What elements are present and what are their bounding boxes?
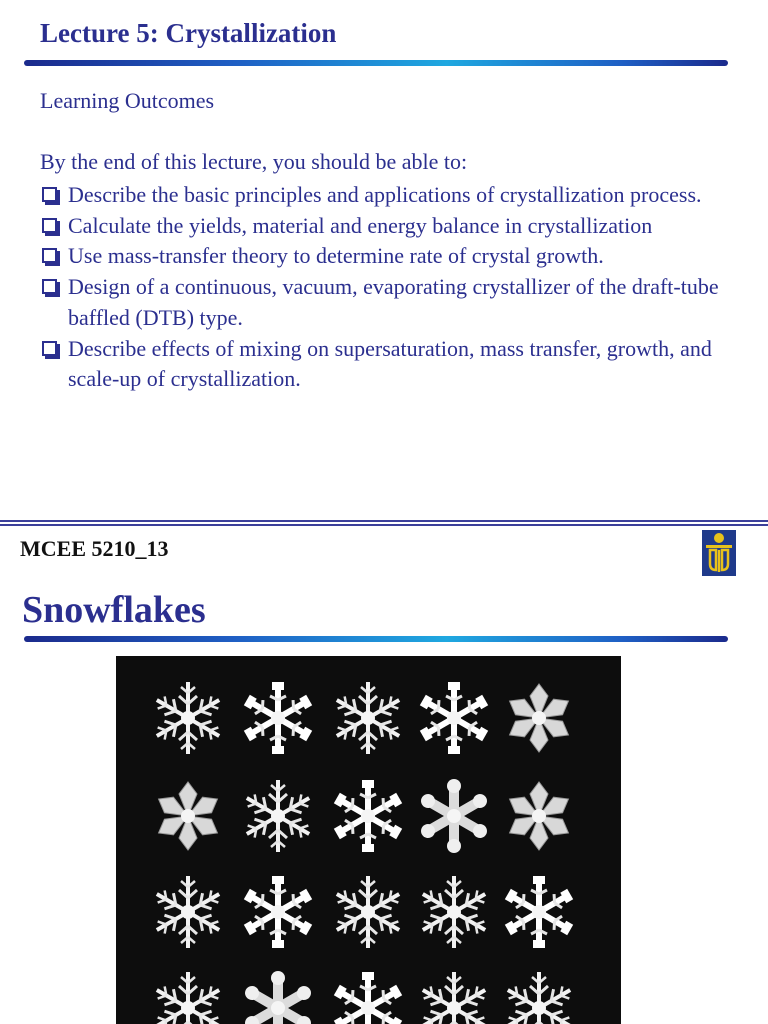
list-item (40, 241, 730, 272)
snowflake-crystal (243, 682, 313, 754)
list-item (40, 272, 730, 333)
lecture-title: Lecture 5: Crystallization (40, 18, 337, 48)
learning-outcomes-heading: Learning Outcomes (40, 88, 215, 113)
title-underline (24, 60, 728, 66)
snowflake-crystal (419, 682, 489, 754)
checkbox-bullet-icon (42, 187, 57, 202)
course-code: MCEE 5210_13 (20, 536, 169, 561)
snowflake-crystal (152, 972, 223, 1024)
snowflakes-photo (116, 656, 621, 1024)
university-logo-icon (702, 530, 736, 576)
snowflake-crystal (243, 876, 313, 948)
snowflake-crystal (154, 782, 222, 850)
snowflake-crystal (504, 876, 574, 948)
snowflake-crystal (418, 779, 489, 853)
list-item-text: Describe the basic principles and applications of crystallization process. (68, 182, 702, 207)
checkbox-bullet-icon (42, 218, 57, 233)
snowflake-crystal (242, 780, 313, 852)
snowflakes-image (116, 656, 621, 1024)
snowflake-crystal (333, 972, 403, 1024)
snowflakes-underline (24, 636, 728, 642)
snowflake-crystal (152, 682, 223, 754)
snowflake-crystal (332, 682, 403, 754)
checkbox-bullet-icon (42, 341, 57, 356)
snowflake-crystal (418, 972, 489, 1024)
outcomes-list (40, 180, 730, 395)
snowflake-crystal (418, 876, 489, 948)
list-item (40, 211, 730, 242)
snowflake-crystal (242, 971, 313, 1024)
snowflake-crystal (332, 876, 403, 948)
snowflake-crystal (503, 972, 574, 1024)
intro-text: By the end of this lecture, you should be able to: (40, 149, 468, 174)
snowflake-crystal (152, 876, 223, 948)
snowflake-crystal (333, 780, 403, 852)
list-item-text: Use mass-transfer theory to determine rate of crystal growth. (68, 243, 604, 269)
list-item-text: Describe effects of mixing on supersaturation, mass transfer, growth, and scale-up of crystallization. (68, 335, 712, 392)
checkbox-bullet-icon (42, 248, 57, 263)
list-item (40, 334, 730, 395)
checkbox-bullet-icon (42, 279, 57, 294)
snowflakes-title: Snowflakes (22, 589, 206, 631)
list-item-text: Design of a continuous, vacuum, evaporating crystallizer of the draft-tube baffled (DTB) type. (68, 274, 719, 330)
list-item (40, 180, 730, 211)
snowflake-crystal (505, 782, 573, 850)
snowflake-crystal (505, 684, 573, 752)
list-item-text: Calculate the yields, material and energy balance in crystallization (68, 212, 653, 238)
university-logo (702, 530, 736, 576)
slide-divider (0, 520, 768, 526)
